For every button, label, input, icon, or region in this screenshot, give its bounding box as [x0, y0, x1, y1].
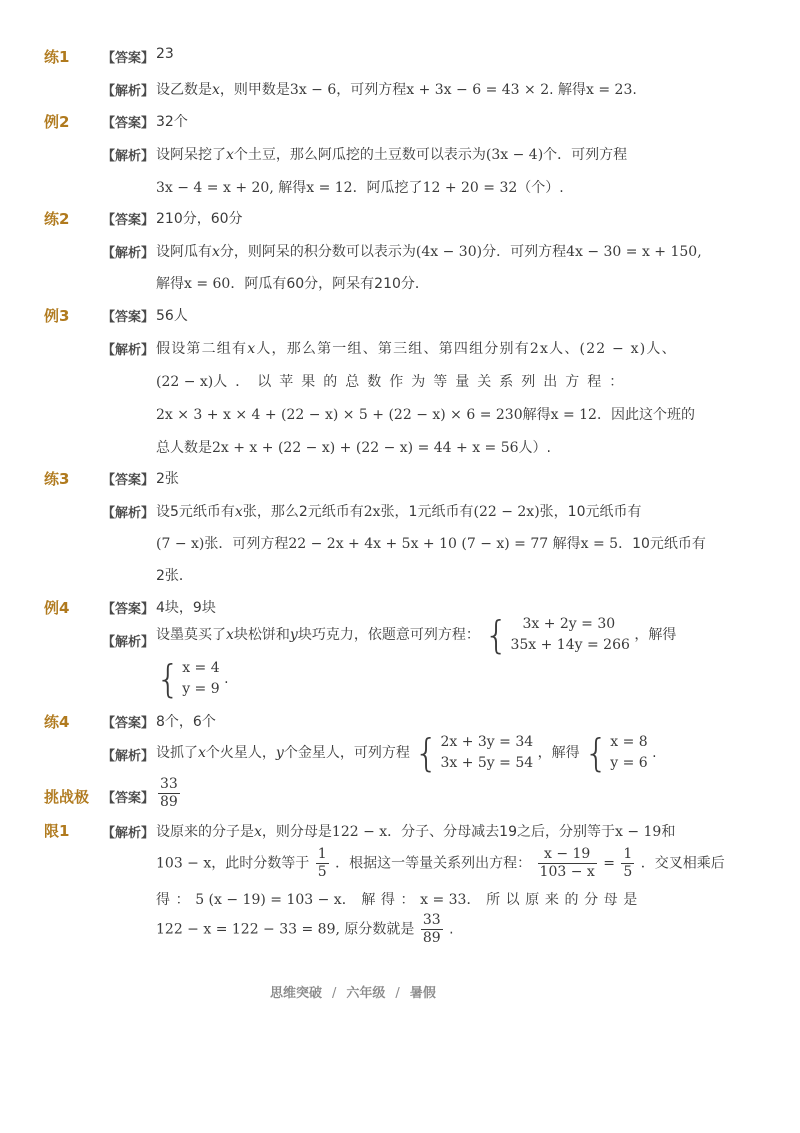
answer-text: 8个，6个	[156, 714, 216, 730]
analysis-line: 设原来的分子是x，则分母是122 − x．分子、分母减去19之后，分别等于x − 19和	[156, 824, 676, 840]
answer-label: 【答案】	[102, 716, 155, 731]
fraction: $\frac{x - 19}{103 - x}$	[539, 846, 595, 880]
analysis-line: 假设第二组有x人，那么第一组、第三组、第四组分别有2x人、(22 − x)人、	[156, 341, 677, 357]
analysis-label: 【解析】	[102, 149, 155, 164]
problem-tag: 练2	[44, 210, 70, 228]
analysis-line: { x = 4 y = 9 .	[156, 657, 229, 701]
equation-system: { 3x + 2y = 30 35x + 14y = 266	[484, 613, 630, 657]
problem-tag: 例2	[44, 113, 70, 131]
analysis-label: 【解析】	[102, 826, 155, 841]
fraction: $\frac{1}{5}$	[623, 846, 633, 880]
analysis-line: 得：5 (x − 19) = 103 − x．解得：x = 33．所以原来的分母是	[156, 892, 643, 908]
problem-tag: 挑战极	[44, 788, 90, 806]
answer-label: 【答案】	[102, 602, 155, 617]
answer-text: 4块，9块	[156, 600, 216, 616]
answer-label: 【答案】	[102, 310, 155, 325]
analysis-line: 总人数是2x + x + (22 − x) + (22 − x) = 44 + x = 56人）.	[156, 440, 551, 456]
problem-tag: 例4	[44, 599, 70, 617]
analysis-label: 【解析】	[102, 635, 155, 650]
analysis-line: 设阿瓜有x分，则阿呆的积分数可以表示为(4x − 30)分．可列方程4x − 30 = x + 150,	[156, 244, 702, 260]
analysis-line: (22 − x)人．以苹果的总数作为等量关系列出方程：	[156, 374, 632, 390]
fraction: $\frac{33}{89}$	[422, 912, 441, 946]
problem-tag: 练1	[44, 48, 70, 66]
page-footer: 思维突破 / 六年级 / 暑假	[270, 986, 436, 1001]
solution-system: { x = 4 y = 9	[156, 657, 220, 701]
fraction: $\frac{1}{5}$	[317, 846, 327, 880]
equation-system: { 2x + 3y = 34 3x + 5y = 54	[414, 731, 534, 775]
answer-text: 56人	[156, 308, 188, 324]
analysis-label: 【解析】	[102, 749, 155, 764]
answer-label: 【答案】	[102, 791, 155, 806]
analysis-line: 设抓了x个火星人，y个金星人，可列方程 { 2x + 3y = 34 3x + 5y = 54 ，解得 { x = 8 y = 6 .	[156, 731, 657, 775]
analysis-label: 【解析】	[102, 84, 155, 99]
answer-text	[156, 776, 182, 811]
answer-text: 23	[156, 46, 174, 62]
analysis-line: 2张．	[156, 568, 193, 584]
analysis-line: 设墨莫买了x块松饼和y块巧克力，依题意可列方程： { 3x + 2y = 30 35x + 14y = 266 ，解得	[156, 613, 677, 657]
answer-label: 【答案】	[102, 473, 155, 488]
answer-text: 2张	[156, 471, 179, 487]
solution-system: { x = 8 y = 6	[584, 731, 648, 775]
answer-label: 【答案】	[102, 213, 155, 228]
problem-tag-continued: 限1	[44, 822, 70, 840]
problem-tag: 练4	[44, 713, 70, 731]
analysis-label: 【解析】	[102, 343, 155, 358]
analysis-line: 122 − x = 122 − 33 = 89, 原分数就是 $\frac{33}{89}$ .	[156, 912, 454, 946]
analysis-line: 设阿呆挖了x个土豆，那么阿瓜挖的土豆数可以表示为(3x − 4)个．可列方程	[156, 147, 628, 163]
answer-fraction: $\frac{33}{89}$	[160, 776, 178, 810]
analysis-label: 【解析】	[102, 506, 155, 521]
answer-text: 210分，60分	[156, 211, 243, 227]
answer-label: 【答案】	[102, 116, 155, 131]
analysis-line: 设乙数是x，则甲数是3x − 6，可列方程x + 3x − 6 = 43 × 2. 解得x = 23.	[156, 82, 637, 98]
analysis-line: 设5元纸币有x张，那么2元纸币有2x张，1元纸币有(22 − 2x)张，10元纸币有	[156, 504, 642, 520]
analysis-line: 2x × 3 + x × 4 + (22 − x) × 5 + (22 − x) × 6 = 230解得x = 12．因此这个班的	[156, 407, 695, 423]
problem-tag: 例3	[44, 307, 70, 325]
analysis-line: 3x − 4 = x + 20, 解得x = 12．阿瓜挖了12 + 20 = 32（个）.	[156, 180, 564, 196]
answer-label: 【答案】	[102, 51, 155, 66]
problem-tag: 练3	[44, 470, 70, 488]
answer-text: 32个	[156, 114, 188, 130]
analysis-line: 解得x = 60．阿瓜有60分，阿呆有210分．	[156, 276, 429, 292]
analysis-line: 103 − x，此时分数等于 $\frac{1}{5}$ ．根据这一等量关系列出方程： $\frac{x - 19}{103 - x}$ = $\frac{1}{5}$ ．交叉相乘后	[156, 846, 725, 880]
analysis-label: 【解析】	[102, 246, 155, 261]
analysis-line: (7 − x)张．可列方程22 − 2x + 4x + 5x + 10 (7 − x) = 77 解得x = 5．10元纸币有	[156, 536, 706, 552]
